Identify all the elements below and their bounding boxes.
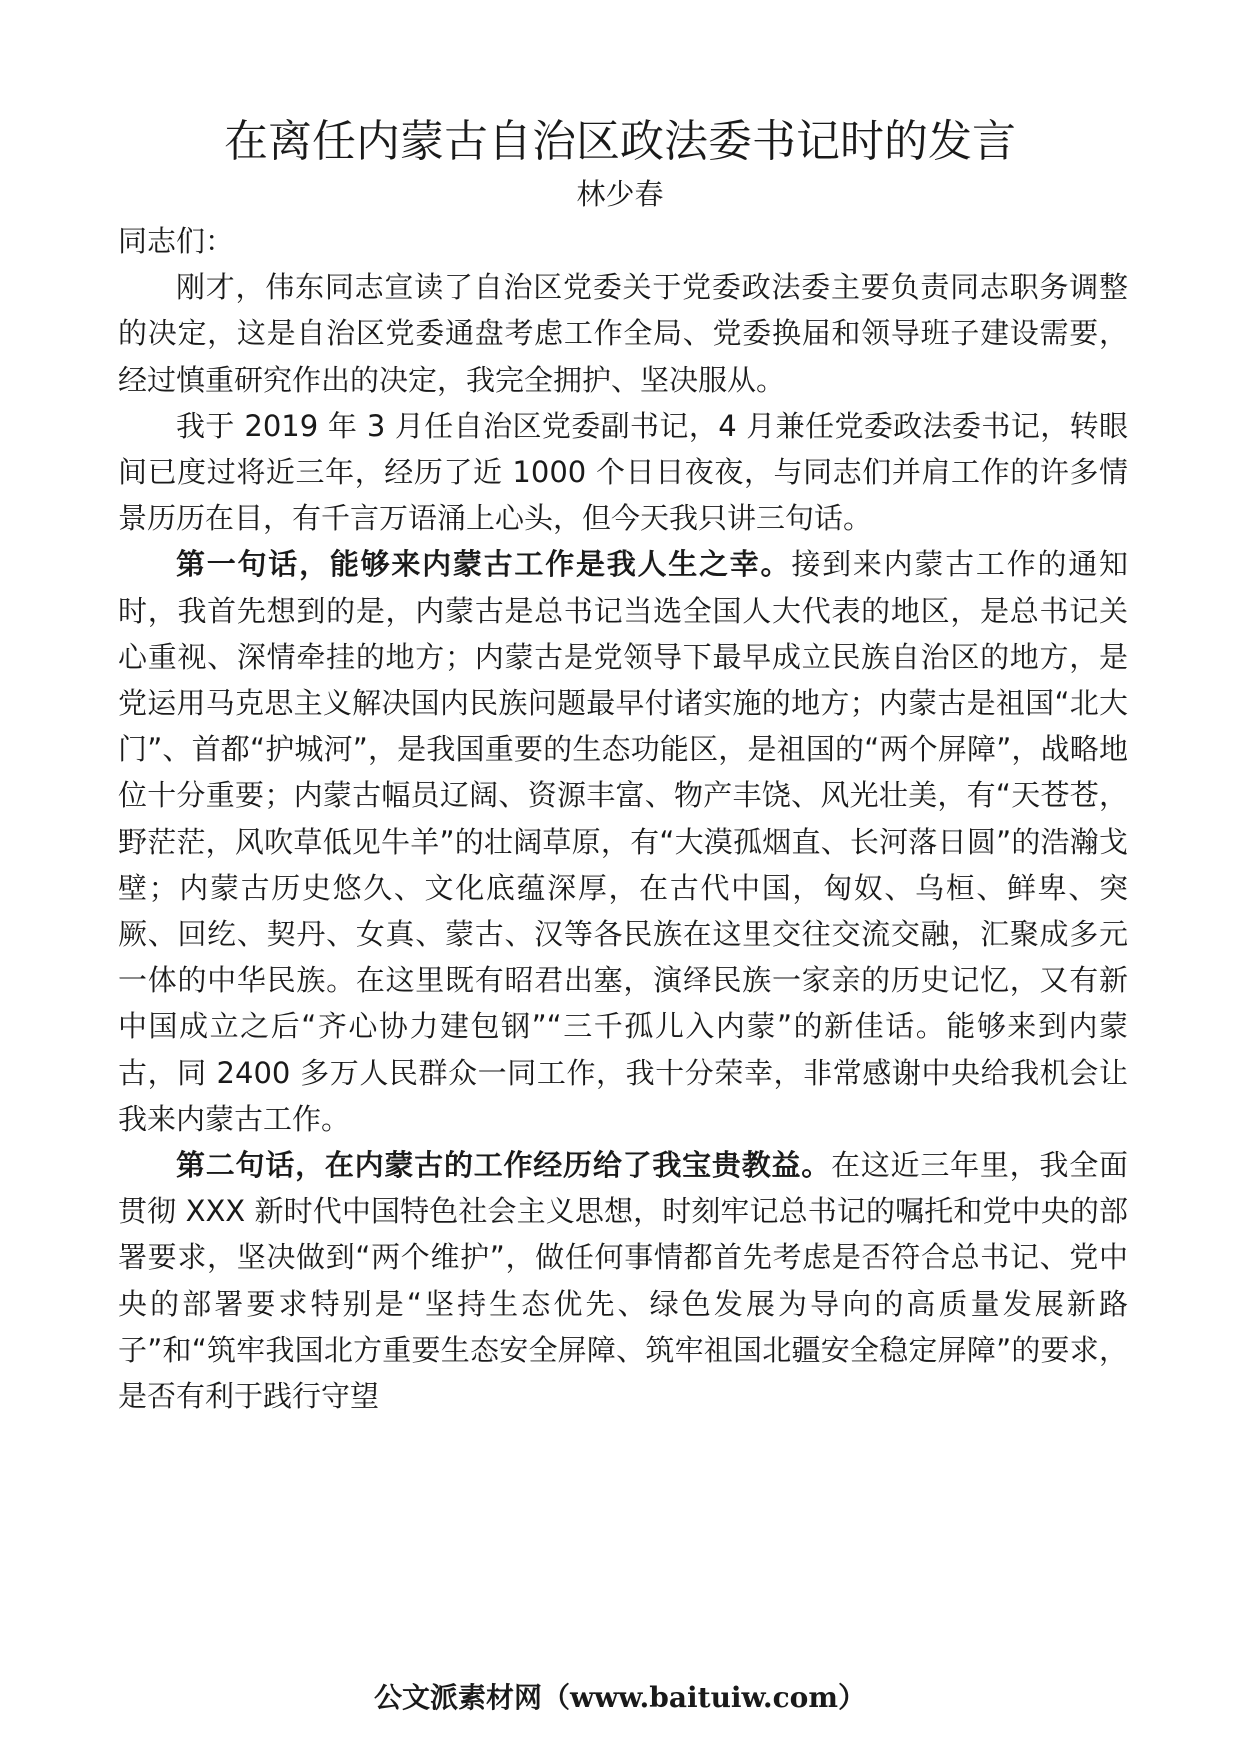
author-name: 林少春 bbox=[576, 177, 664, 211]
paragraph-4 bbox=[118, 1142, 1128, 1419]
paragraph-2 bbox=[118, 403, 1128, 542]
document-body bbox=[118, 218, 1128, 1419]
paragraph-1 bbox=[118, 264, 1128, 403]
paragraph-text: 接到来内蒙古工作的通知时，我首先想到的是，内蒙古是总书记当选全国人大代表的地区，是总书记关心重视、深情牵挂的地方；内蒙古是党领导下最早成立民族自治区的地方，是党运用马克思主义解决国内民族问题最早付诸实施的地方；内蒙古是祖国“北大门”、首都“护城河”，是我国重要的生态功能区，是祖国的“两个屏障”，战略地位十分重要；内蒙古幅员辽阔、资源丰富、物产丰饶、风光壮美，有“天苍苍，野茫茫，风吹草低见牛羊”的壮阔草原，有“大漠孤烟直、长河落日圆”的浩瀚戈壁；内蒙古历史悠久、文化底蕴深厚，在古代中国，匈奴、乌桓、鲜卑、突厥、回纥、契丹、女真、蒙古、汉等各民族在这里交往交流交融，汇聚成多元一体的中华民族。在这里既有昭君出塞，演绎民族一家亲的历史记忆，又有新中国成立之后“齐心协力建包钢”“三千孤儿入内蒙”的新佳话。能够来到内蒙古，同 2400 多万人民群众一同工作，我十分荣幸，非常感谢中央给我机会让我来内蒙古工作。 bbox=[118, 547, 1128, 1136]
paragraph-text: 刚才，伟东同志宣读了自治区党委关于党委政法委主要负责同志职务调整的决定，这是自治区党委通盘考虑工作全局、党委换届和领导班子建设需要，经过慎重研究作出的决定，我完全拥护、坚决服从。 bbox=[118, 270, 1128, 397]
paragraph-lead-sentence: 第一句话，能够来内蒙古工作是我人生之幸。 bbox=[176, 547, 792, 582]
footer-watermark: 公文派素材网（www.baituiw.com） bbox=[374, 1681, 866, 1714]
paragraph-text: 我于 2019 年 3 月任自治区党委副书记，4 月兼任党委政法委书记，转眼间已度过将近三年，经历了近 1000 个日日夜夜，与同志们并肩工作的许多情景历历在目，有千言万语涌上心头，但今天我只讲三句话。 bbox=[118, 408, 1128, 536]
paragraph-3 bbox=[118, 541, 1128, 1142]
document-title: 在离任内蒙古自治区政法委书记时的发言 bbox=[224, 116, 1016, 167]
paragraph-text: 在这近三年里，我全面贯彻 XXX 新时代中国特色社会主义思想，时刻牢记总书记的嘱托和党中央的部署要求，坚决做到“两个维护”，做任何事情都首先考虑是否符合总书记、党中央的部署要求特别是“坚持生态优先、绿色发展为导向的高质量发展新路子”和“筑牢我国北方重要生态安全屏障、筑牢祖国北疆安全稳定屏障”的要求，是否有利于践行守望 bbox=[118, 1148, 1128, 1414]
paragraph-lead-sentence: 第二句话，在内蒙古的工作经历给了我宝贵教益。 bbox=[176, 1148, 832, 1183]
greeting: 同志们： bbox=[118, 224, 235, 258]
